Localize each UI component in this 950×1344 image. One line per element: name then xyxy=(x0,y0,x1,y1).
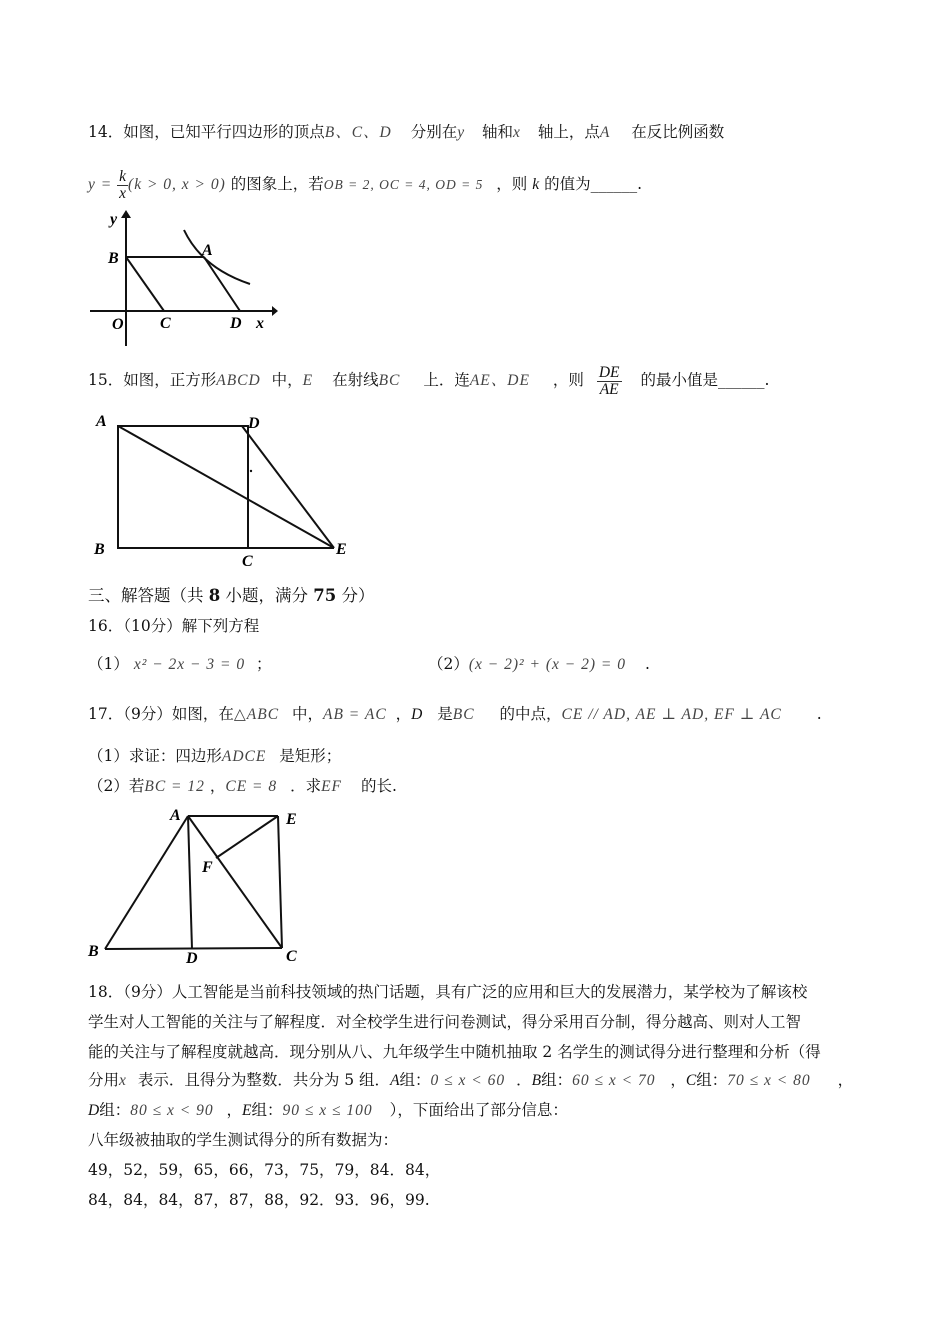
q18-data-row2: 84，84，84，87，87，88，92．93．96，99. xyxy=(88,1191,430,1209)
label-b: B xyxy=(94,541,105,558)
q17-line1: 17．（9分）如图，在△ABC 中，AB = AC ，D 是BC 的中点，CE // AD, AE ⊥ AD, EF ⊥ AC . xyxy=(88,705,822,723)
label-a: A xyxy=(202,242,213,259)
q14-line1: 14．如图，已知平行四边形的顶点B、C、D 分别在y 轴和x 轴上，点A 在反比例函数 xyxy=(88,123,725,141)
label-x: x xyxy=(256,315,264,332)
section-3-heading: 三、解答题（共 8 小题，满分 75 分） xyxy=(88,586,375,605)
q18-line1: 18．（9分）人工智能是当前科技领域的热门话题，具有广泛的应用和巨大的发展潜力，某学校为了解该校 xyxy=(88,983,808,1001)
label-e: E xyxy=(286,811,297,828)
q18-line4: 分用x 表示．且得分为整数．共分为 5 组．A组：0 ≤ x < 60 ．B组：60 ≤ x < 70 ，C组：70 ≤ x < 80 ， xyxy=(88,1071,854,1089)
label-d: D xyxy=(186,950,198,964)
q14-line2: y = $\frac{k}{x}$ (k > 0, x > 0) 的图象上，若OB = 2, OC = 4, OD = 5 ，则 k 的值为______. xyxy=(88,167,642,202)
q15-line: 15．如图，正方形ABCD 中，E 在射线BC 上．连AE、DE ，则 $\frac{DE}{AE}$ 的最小值是______. xyxy=(88,363,770,398)
figure-17 xyxy=(86,804,312,964)
q14-function-fraction: $\frac{k}{x}$ xyxy=(119,167,127,202)
label-d: D xyxy=(230,315,242,332)
q17-part2: （2）若BC = 12 ，CE = 8 ．求EF 的长. xyxy=(88,777,397,795)
q17-part1: （1）求证：四边形ADCE 是矩形； xyxy=(88,747,342,765)
q15-fraction: $\frac{DE}{AE}$ xyxy=(598,363,620,398)
figure-14 xyxy=(84,208,280,350)
q18-data-row1: 49，52，59，65，66，73，75，79，84．84， xyxy=(88,1161,441,1179)
label-a: A xyxy=(96,413,107,430)
parallelogram-figure xyxy=(84,208,280,350)
figure-15 xyxy=(88,408,356,568)
label-b: B xyxy=(108,250,119,267)
triangle-rectangle-figure xyxy=(86,804,312,964)
label-c: C xyxy=(160,315,171,332)
label-d: D xyxy=(248,415,260,432)
square-figure xyxy=(88,408,356,568)
label-c: C xyxy=(242,553,253,568)
label-y: y xyxy=(110,211,118,228)
label-e: E xyxy=(336,541,347,558)
label-a: A xyxy=(170,807,181,824)
q16-part2: （2）(x − 2)² + (x − 2) = 0 . xyxy=(428,655,650,673)
q18-line2: 学生对人工智能的关注与了解程度．对全校学生进行问卷测试，得分采用百分制，得分越高、则对人工智 xyxy=(88,1013,802,1031)
q16-title: 16．（10分）解下列方程 xyxy=(88,617,260,635)
label-b: B xyxy=(88,943,99,960)
label-f: F xyxy=(202,859,213,876)
q18-line6: 八年级被抽取的学生测试得分的所有数据为： xyxy=(88,1131,399,1149)
label-c: C xyxy=(286,948,297,964)
q16-part1: （1） x² − 2x − 3 = 0 ； xyxy=(88,655,272,673)
q18-line5: D组：80 ≤ x < 90 ，E组：90 ≤ x ≤ 100 ），下面给出了部分信息： xyxy=(88,1101,568,1119)
label-o: O xyxy=(112,316,124,333)
q18-line3: 能的关注与了解程度就越高．现分别从八、九年级学生中随机抽取 2 名学生的测试得分进行整理和分析（得 xyxy=(88,1043,821,1061)
